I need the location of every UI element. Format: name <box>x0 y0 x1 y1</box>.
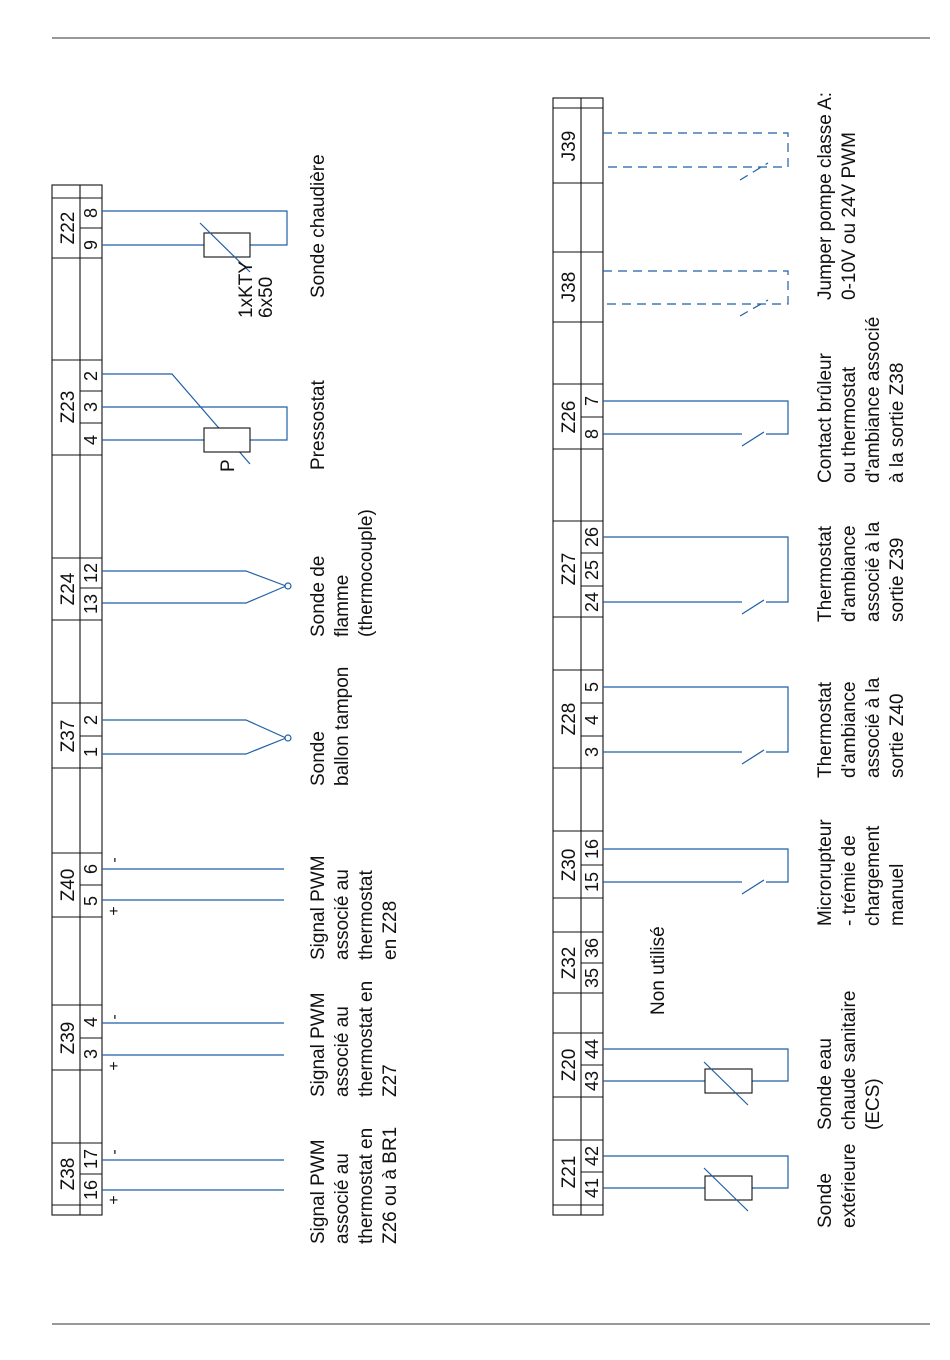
block-z20-title: Z20 <box>559 1048 580 1082</box>
label-z30-line-4: manuel <box>887 863 908 926</box>
label-z40 <box>308 855 401 960</box>
label-z32-line-1: Non utilisé <box>648 926 669 1015</box>
z23-pressostat-circuit <box>102 374 287 464</box>
sign-z39-minus: - <box>106 1014 123 1020</box>
pin-z27-25: 25 <box>582 559 602 581</box>
label-z20-line-3: (ECS) <box>863 1078 884 1130</box>
block-z22-title: Z22 <box>58 211 79 245</box>
pin-z28-5: 5 <box>582 681 602 693</box>
label-z27-line-1: Thermostat <box>815 525 836 622</box>
pin-z39-4: 4 <box>81 1016 101 1028</box>
label-z26-line-3: d'ambiance associé <box>863 316 884 483</box>
block-j38-title: J38 <box>559 271 580 303</box>
label-z38 <box>308 1127 401 1244</box>
label-z39-line-3: thermostat en <box>356 980 377 1097</box>
pin-z37-1: 1 <box>81 746 101 758</box>
left-terminal-strip <box>52 185 102 1215</box>
label-z39-line-4: Z27 <box>380 1064 401 1097</box>
label-z21-line-1: Sonde <box>815 1173 836 1228</box>
pin-z30-16: 16 <box>582 838 602 860</box>
label-z26-line-1: Contact brûleur <box>815 353 836 483</box>
pin-z37-2: 2 <box>81 714 101 726</box>
block-z39-title: Z39 <box>58 1021 79 1055</box>
label-z40-line-4: en Z28 <box>380 900 401 960</box>
block-z37-title: Z37 <box>58 719 79 753</box>
block-z32-title: Z32 <box>559 946 580 980</box>
pin-z28-4: 4 <box>582 714 602 726</box>
pin-z27-24: 24 <box>582 591 602 613</box>
z27-switch-circuit <box>603 537 788 614</box>
pin-z23-3: 3 <box>81 401 101 413</box>
kty-sensor-symbol <box>204 233 250 257</box>
block-z40-title: Z40 <box>58 868 79 902</box>
label-z20-line-2: chaude sanitaire <box>839 990 860 1130</box>
label-j39-line-2: 0-10V ou 24V PWM <box>839 132 860 300</box>
z22-sensor-circuit <box>102 211 287 272</box>
j38-jumper-circuit <box>603 271 788 316</box>
label-z38-line-2: associé au <box>332 1153 353 1244</box>
label-z27-line-4: sortie Z39 <box>887 537 908 622</box>
label-z40-line-3: thermostat <box>356 870 377 960</box>
pin-z24-13: 13 <box>81 593 101 615</box>
pin-z23-4: 4 <box>81 434 101 446</box>
label-z32 <box>648 926 669 1015</box>
z26-switch-circuit <box>603 401 788 446</box>
label-z39-line-2: associé au <box>332 1006 353 1097</box>
label-z23 <box>308 380 329 470</box>
label-z27-line-3: associé à la <box>863 521 884 622</box>
label-z20-line-1: Sonde eau <box>815 1038 836 1130</box>
label-z22-line-1: Sonde chaudière <box>308 154 329 298</box>
pin-z40-6: 6 <box>81 863 101 875</box>
label-z38-line-1: Signal PWM <box>308 1139 329 1244</box>
outdoor-sensor-symbol <box>705 1176 752 1200</box>
kty-label-line-2: 6x50 <box>256 276 277 318</box>
block-z21-title: Z21 <box>559 1155 580 1189</box>
pin-z30-15: 15 <box>582 871 602 893</box>
kty-label-line-1: 1xKTY <box>236 260 257 318</box>
pin-z27-26: 26 <box>582 526 602 548</box>
pin-z21-41: 41 <box>582 1177 602 1199</box>
label-z24-line-3: (thermocouple) <box>356 509 377 637</box>
j39-jumper-circuit <box>603 133 788 180</box>
label-j39 <box>815 92 860 300</box>
pin-z20-43: 43 <box>582 1070 602 1092</box>
pin-z40-5: 5 <box>81 895 101 907</box>
sign-z39-plus: + <box>106 1061 123 1071</box>
label-z37 <box>308 667 353 786</box>
label-z26-line-4: à la sortie Z38 <box>887 362 908 483</box>
label-z28-line-1: Thermostat <box>815 681 836 778</box>
pin-z28-3: 3 <box>582 746 602 758</box>
pin-z26-7: 7 <box>582 395 602 407</box>
label-z24-line-1: Sonde de <box>308 555 329 637</box>
z30-switch-circuit <box>603 849 788 894</box>
sign-z38-minus: - <box>106 1149 123 1155</box>
label-z21 <box>815 1144 860 1229</box>
label-z38-line-4: Z26 ou à BR1 <box>380 1126 401 1244</box>
label-z37-line-2: ballon tampon <box>332 666 353 786</box>
label-z20 <box>815 991 884 1130</box>
block-z26-title: Z26 <box>559 400 580 434</box>
label-z21-line-2: extérieure <box>839 1143 860 1228</box>
pin-z38-17: 17 <box>81 1148 101 1170</box>
pin-z23-2: 2 <box>81 370 101 382</box>
label-z22 <box>308 154 329 298</box>
pin-z20-44: 44 <box>582 1038 602 1060</box>
label-z24 <box>308 509 377 637</box>
z28-switch-circuit <box>603 687 788 764</box>
label-z28-line-3: associé à la <box>863 677 884 778</box>
block-z28-title: Z28 <box>559 702 580 736</box>
label-z39 <box>308 981 401 1097</box>
pin-z26-8: 8 <box>582 428 602 440</box>
pin-z39-3: 3 <box>81 1048 101 1060</box>
label-z23-line-1: Pressostat <box>308 380 329 470</box>
pin-z22-9: 9 <box>81 239 101 251</box>
z37-probe-circuit <box>102 720 291 754</box>
block-z30-title: Z30 <box>559 848 580 882</box>
pressostat-p-letter: P <box>218 459 239 472</box>
pin-z21-42: 42 <box>582 1145 602 1167</box>
label-z40-line-1: Signal PWM <box>308 855 329 960</box>
pressostat-symbol <box>204 428 250 452</box>
pin-z24-12: 12 <box>81 562 101 584</box>
label-z30-line-1: Microrupteur <box>815 819 836 926</box>
left-strip-outline <box>52 185 102 1215</box>
pwm-signal-lines <box>102 869 284 1190</box>
z20-sensor-circuit <box>603 1049 788 1105</box>
block-z27-title: Z27 <box>559 552 580 586</box>
z21-sensor-circuit <box>603 1156 788 1211</box>
label-z39-line-1: Signal PWM <box>308 992 329 1097</box>
pin-z32-36: 36 <box>582 937 602 959</box>
label-z37-line-1: Sonde <box>308 731 329 786</box>
label-z26-line-2: ou thermostat <box>839 366 860 483</box>
label-z28-line-4: sortie Z40 <box>887 693 908 778</box>
label-z28-line-2: d'ambiance <box>839 681 860 778</box>
block-z23-title: Z23 <box>58 390 79 424</box>
z24-thermocouple-circuit <box>102 571 291 603</box>
block-j39-title: J39 <box>559 130 580 162</box>
label-z30-line-2: - trémie de <box>839 835 860 926</box>
sign-z40-plus: + <box>106 906 123 916</box>
label-z27 <box>815 521 908 622</box>
label-z30-line-3: chargement <box>863 825 884 926</box>
block-z38-title: Z38 <box>58 1157 79 1191</box>
label-z24-line-2: flamme <box>332 574 353 637</box>
label-j39-line-1: Jumper pompe classe A: <box>815 91 836 300</box>
label-z30 <box>815 819 908 926</box>
ecs-sensor-symbol <box>705 1069 752 1093</box>
label-z40-line-2: associé au <box>332 869 353 960</box>
label-z27-line-2: d'ambiance <box>839 525 860 622</box>
block-z24-title: Z24 <box>58 572 79 606</box>
sign-z40-minus: - <box>106 857 123 863</box>
pin-z32-35: 35 <box>582 967 602 989</box>
sign-z38-plus: + <box>106 1195 123 1205</box>
label-z28 <box>815 677 908 778</box>
label-z38-line-3: thermostat en <box>356 1127 377 1244</box>
pin-z22-8: 8 <box>81 207 101 219</box>
pin-z38-16: 16 <box>81 1179 101 1201</box>
label-z26 <box>815 317 908 483</box>
